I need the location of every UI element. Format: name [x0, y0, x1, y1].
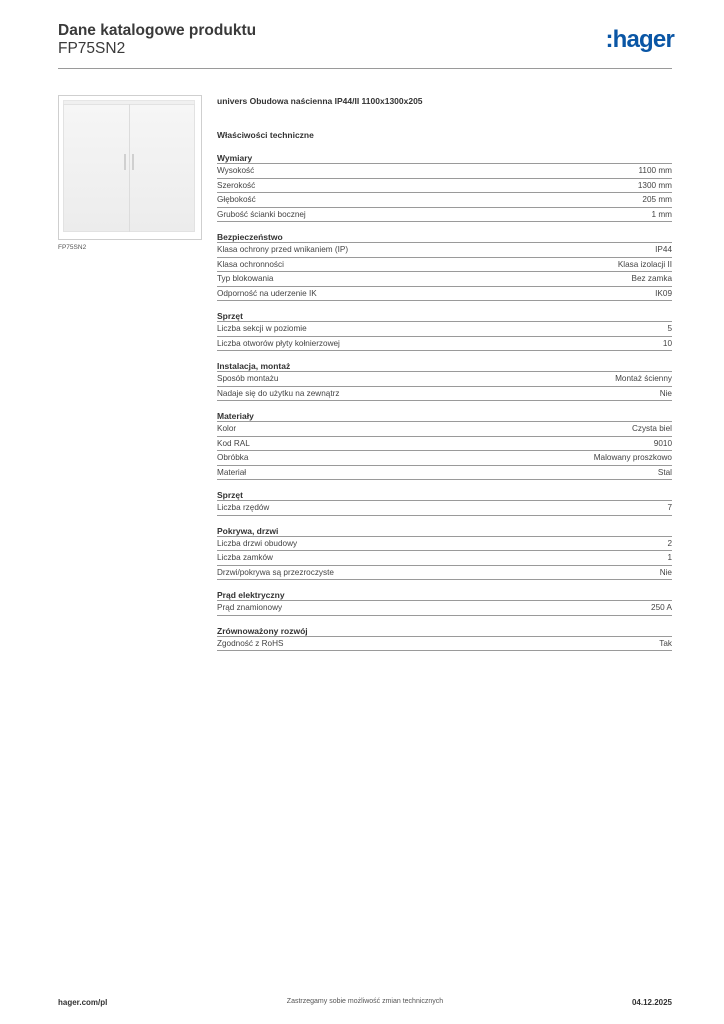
- spec-label: Klasa ochronności: [217, 259, 284, 269]
- spec-label: Sposób montażu: [217, 374, 279, 383]
- spec-row: [217, 272, 672, 287]
- spec-value: Klasa izolacji II: [617, 259, 672, 269]
- spec-value: 250 A: [651, 603, 672, 612]
- spec-label: Typ blokowania: [217, 274, 274, 283]
- spec-value: Czysta biel: [631, 424, 672, 433]
- spec-row: [217, 243, 672, 258]
- spec-value: Bez zamka: [631, 274, 672, 283]
- spec-value: Nie: [659, 567, 672, 577]
- spec-label: Liczba otworów płyty kołnierzowej: [217, 338, 340, 348]
- spec-label: Grubość ścianki bocznej: [217, 209, 306, 219]
- spec-value: 205 mm: [642, 195, 672, 204]
- spec-label: Kod RAL: [217, 438, 250, 448]
- spec-value: 1 mm: [651, 209, 672, 219]
- logo-dots-icon: :: [605, 26, 613, 53]
- spec-row: [217, 551, 672, 566]
- section-title: Pokrywa, drzwi: [217, 525, 672, 537]
- spec-row: [217, 422, 672, 437]
- spec-row: [217, 387, 672, 402]
- spec-label: Zgodność z RoHS: [217, 638, 284, 648]
- spec-value: 1: [667, 553, 672, 562]
- spec-value: IP44: [655, 245, 672, 254]
- spec-value: IK09: [655, 288, 672, 298]
- spec-label: Drzwi/pokrywa są przezroczyste: [217, 567, 334, 577]
- spec-section: [217, 231, 672, 301]
- spec-value: 1100 mm: [638, 166, 672, 175]
- section-title: Wymiary: [217, 152, 672, 164]
- footer-website: hager.com/pl: [58, 998, 108, 1007]
- spec-value: 10: [662, 338, 672, 348]
- spec-row: [217, 193, 672, 208]
- spec-section: [217, 589, 672, 616]
- spec-label: Materiał: [217, 467, 247, 477]
- spec-label: Nadaje się do użytku na zewnątrz: [217, 388, 340, 398]
- section-title: Instalacja, montaż: [217, 360, 672, 372]
- page-header: [58, 22, 678, 66]
- spec-row: [217, 601, 672, 616]
- spec-value: Nie: [659, 388, 672, 398]
- product-name: univers Obudowa naścienna IP44/II 1100x1300x205: [217, 96, 423, 106]
- spec-label: Szerokość: [217, 180, 256, 190]
- section-title: Sprzęt: [217, 310, 672, 322]
- spec-section: [217, 625, 672, 652]
- spec-section: [217, 525, 672, 581]
- spec-row: [217, 372, 672, 387]
- spec-value: 7: [667, 503, 672, 512]
- document-title: Dane katalogowe produktu: [58, 22, 257, 39]
- spec-row: [217, 287, 672, 302]
- spec-value: 9010: [653, 438, 672, 448]
- cabinet-handle-left: [124, 154, 126, 170]
- spec-row: [217, 637, 672, 652]
- spec-row: [217, 437, 672, 452]
- spec-label: Liczba zamków: [217, 553, 273, 562]
- spec-content: [217, 96, 672, 660]
- spec-value: 1300 mm: [637, 180, 672, 190]
- spec-row: [217, 337, 672, 352]
- header-divider: [58, 68, 672, 69]
- spec-row: [217, 208, 672, 223]
- spec-section: [217, 310, 672, 351]
- spec-label: Obróbka: [217, 453, 249, 462]
- spec-row: [217, 451, 672, 466]
- hager-logo: [605, 26, 674, 54]
- spec-row: [217, 537, 672, 552]
- product-code: FP75SN2: [58, 40, 126, 57]
- section-title: Bezpieczeństwo: [217, 231, 672, 243]
- spec-section: [217, 489, 672, 516]
- spec-value: Tak: [659, 638, 672, 648]
- spec-label: Głębokość: [217, 195, 256, 204]
- section-title: Sprzęt: [217, 489, 672, 501]
- spec-row: [217, 258, 672, 273]
- spec-row: [217, 164, 672, 179]
- spec-label: Liczba sekcji w poziomie: [217, 324, 307, 333]
- cabinet-handle-right: [132, 154, 134, 170]
- spec-label: Odporność na uderzenie IK: [217, 288, 317, 298]
- product-image: [58, 95, 202, 240]
- spec-label: Liczba rzędów: [217, 503, 270, 512]
- spec-label: Liczba drzwi obudowy: [217, 538, 298, 548]
- spec-section: [217, 360, 672, 401]
- section-title: Prąd elektryczny: [217, 589, 672, 601]
- section-title: Materiały: [217, 410, 672, 422]
- spec-label: Prąd znamionowy: [217, 603, 283, 612]
- section-title: Zrównoważony rozwój: [217, 625, 672, 637]
- spec-label: Klasa ochrony przed wnikaniem (IP): [217, 245, 349, 254]
- footer-disclaimer: Zastrzegamy sobie możliwość zmian technicznych: [286, 998, 444, 1005]
- spec-row: [217, 566, 672, 581]
- spec-section: [217, 152, 672, 222]
- logo-text: hager: [612, 26, 674, 53]
- spec-section: [217, 410, 672, 480]
- spec-value: 2: [667, 538, 672, 548]
- tech-properties-heading: Właściwości techniczne: [217, 130, 314, 140]
- spec-sections: [217, 152, 672, 651]
- footer-date: 04.12.2025: [631, 998, 672, 1007]
- spec-value: Montaż ścienny: [615, 374, 672, 383]
- spec-row: [217, 501, 672, 516]
- page-footer: [58, 998, 672, 1012]
- spec-row: [217, 466, 672, 481]
- spec-label: Wysokość: [217, 166, 255, 175]
- spec-value: Stal: [657, 467, 672, 477]
- image-caption: FP75SN2: [58, 244, 87, 251]
- spec-row: [217, 322, 672, 337]
- spec-label: Kolor: [217, 424, 237, 433]
- spec-value: 5: [667, 324, 672, 333]
- cabinet-door-split: [129, 104, 130, 232]
- spec-row: [217, 179, 672, 194]
- spec-value: Malowany proszkowo: [593, 453, 672, 462]
